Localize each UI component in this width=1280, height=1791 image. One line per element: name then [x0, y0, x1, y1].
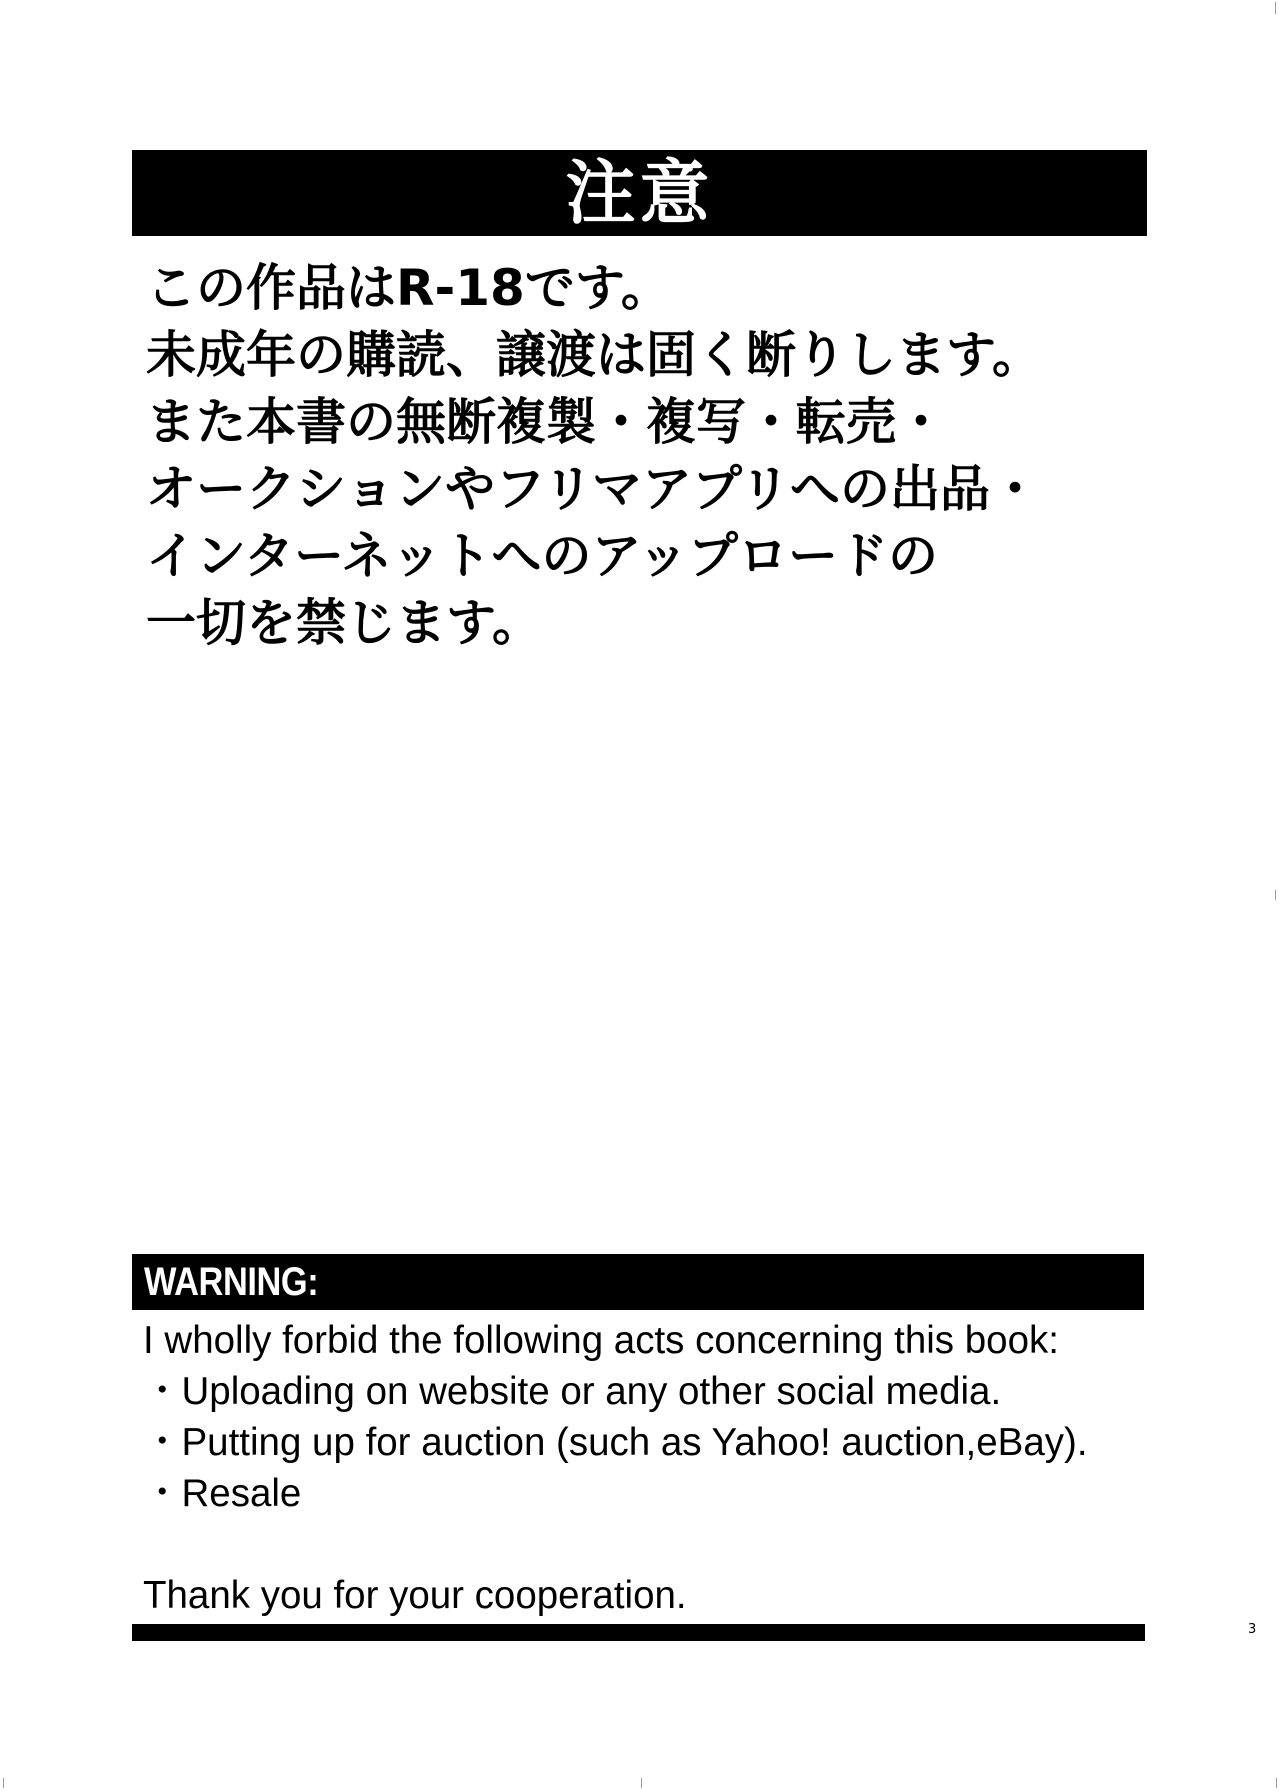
warning-list-item: ・Resale [143, 1472, 302, 1515]
english-notice [143, 1315, 1163, 1621]
japanese-notice [146, 255, 1146, 657]
header-bar [132, 150, 1147, 236]
jp-notice-line: 一切を禁じます。 [146, 594, 542, 652]
trim-mark [1275, 2, 1276, 14]
trim-mark [1275, 890, 1276, 900]
jp-notice-line: また本書の無断複製・複写・転売・ [146, 393, 946, 451]
warning-title: WARNING: [144, 1260, 319, 1304]
jp-notice-line: インターネットへのアップロードの [146, 527, 938, 585]
warning-intro: I wholly forbid the following acts concerning this book: [143, 1319, 1059, 1362]
warning-list-item: ・Uploading on website or any other social media. [143, 1370, 1002, 1413]
trim-mark [1276, 1778, 1277, 1788]
warning-list-item: ・Putting up for auction (such as Yahoo! auction,eBay). [143, 1421, 1088, 1464]
notice-title: 注意 [565, 152, 714, 234]
bottom-rule [132, 1624, 1145, 1641]
thanks-line: Thank you for your cooperation. [143, 1574, 687, 1617]
trim-mark [641, 1778, 642, 1788]
jp-notice-line: オークションやフリマアプリへの出品・ [146, 460, 1040, 518]
paragraph-spacer [143, 1519, 1163, 1570]
jp-notice-line: 未成年の購読、譲渡は固く断りします。 [146, 326, 1042, 384]
page-number: 3 [1248, 1622, 1257, 1637]
trim-mark [3, 1778, 4, 1788]
warning-bar [132, 1254, 1144, 1310]
jp-notice-line: この作品はR-18です。 [146, 259, 671, 317]
